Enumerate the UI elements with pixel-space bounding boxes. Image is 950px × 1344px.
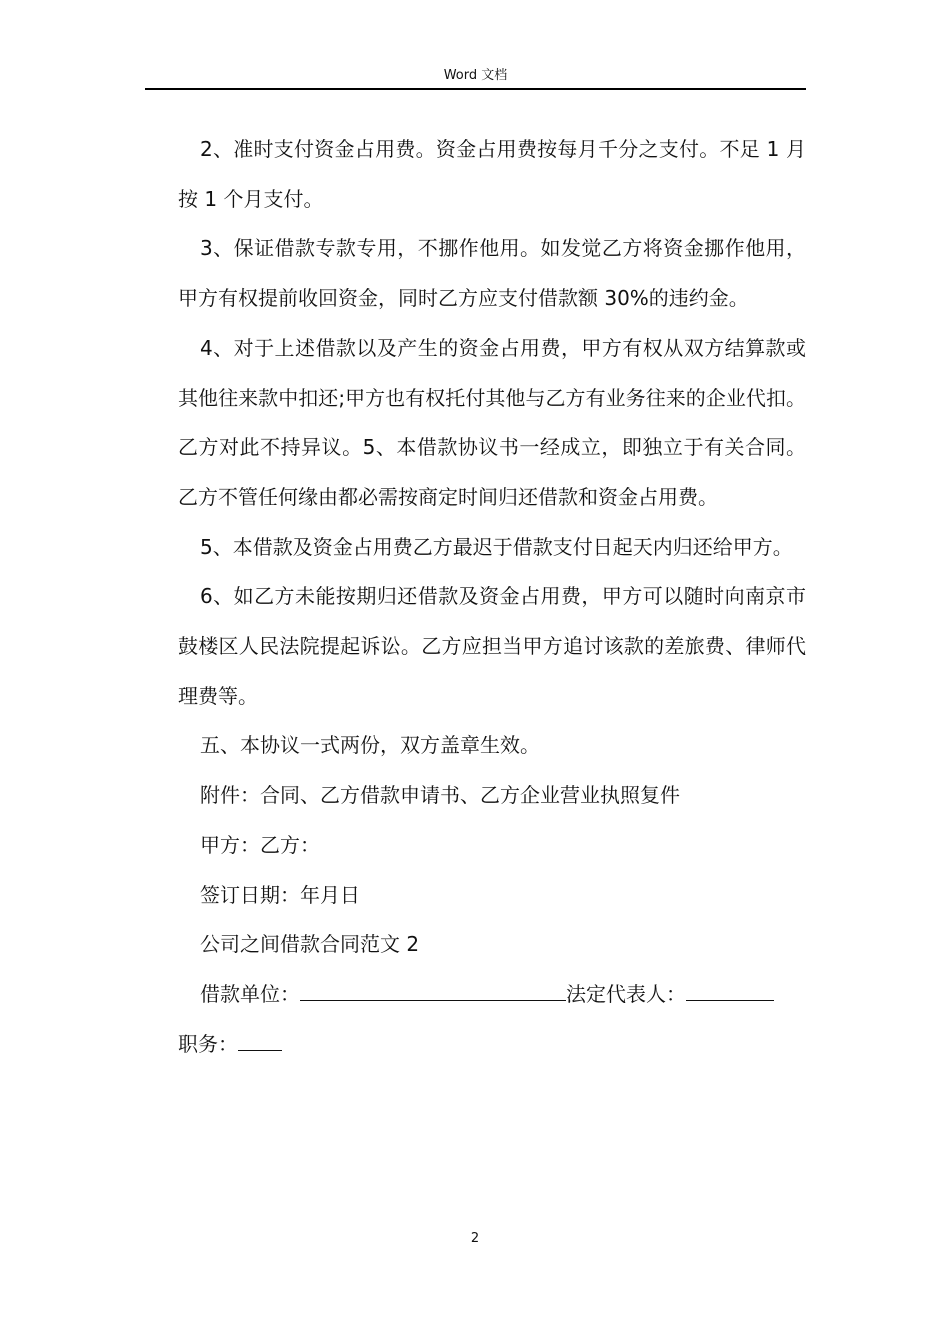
clause-3-usage: 3、保证借款专款专用，不挪作他用。如发觉乙方将资金挪作他用，甲方有权提前收回资金，同时乙方应支付借款额 30%的违约金。 (178, 236, 806, 311)
legal-rep-label: 法定代表人： (566, 981, 686, 1006)
position-blank (238, 1030, 282, 1051)
borrower-blank (300, 980, 566, 1001)
header-title: Word 文档 (443, 68, 508, 83)
clause-5-repayment: 5、本借款及资金占用费乙方最迟于借款支付日起天内归还给甲方。 (200, 534, 793, 559)
borrower-label: 借款单位： (200, 981, 300, 1006)
clause-2-payment: 2、准时支付资金占用费。资金占用费按每月千分之支付。不足 1 月按 1 个月支付。 (178, 137, 806, 211)
section-5-effect: 五、本协议一式两份，双方盖章生效。 (200, 733, 540, 758)
signing-date-line: 签订日期：年月日 (200, 882, 360, 907)
position-label: 职务： (178, 1031, 238, 1056)
parties-line: 甲方：乙方： (200, 832, 320, 857)
page-number: 2 (470, 1231, 480, 1246)
borrower-form-line (178, 970, 806, 1020)
position-form-line (178, 1020, 806, 1070)
page-header (145, 66, 806, 90)
document-body (178, 125, 806, 1069)
legal-rep-blank (686, 980, 774, 1001)
contract-sample-title: 公司之间借款合同范文 2 (200, 932, 420, 957)
clause-4-deduction: 4、对于上述借款以及产生的资金占用费，甲方有权从双方结算款或其他往来款中扣还;甲方也有权托付其他与乙方有业务往来的企业代扣。乙方对此不持异议。5、本借款协议书一经成立，即独立于有关合同。乙方不管任何缘由都必需按商定时间归还借款和资金占用费。 (178, 335, 806, 509)
attachments-line: 附件：合同、乙方借款申请书、乙方企业营业执照复件 (200, 783, 680, 808)
clause-6-litigation: 6、如乙方未能按期归还借款及资金占用费，甲方可以随时向南京市鼓楼区人民法院提起诉讼。乙方应担当甲方追讨该款的差旅费、律师代理费等。 (178, 584, 806, 708)
